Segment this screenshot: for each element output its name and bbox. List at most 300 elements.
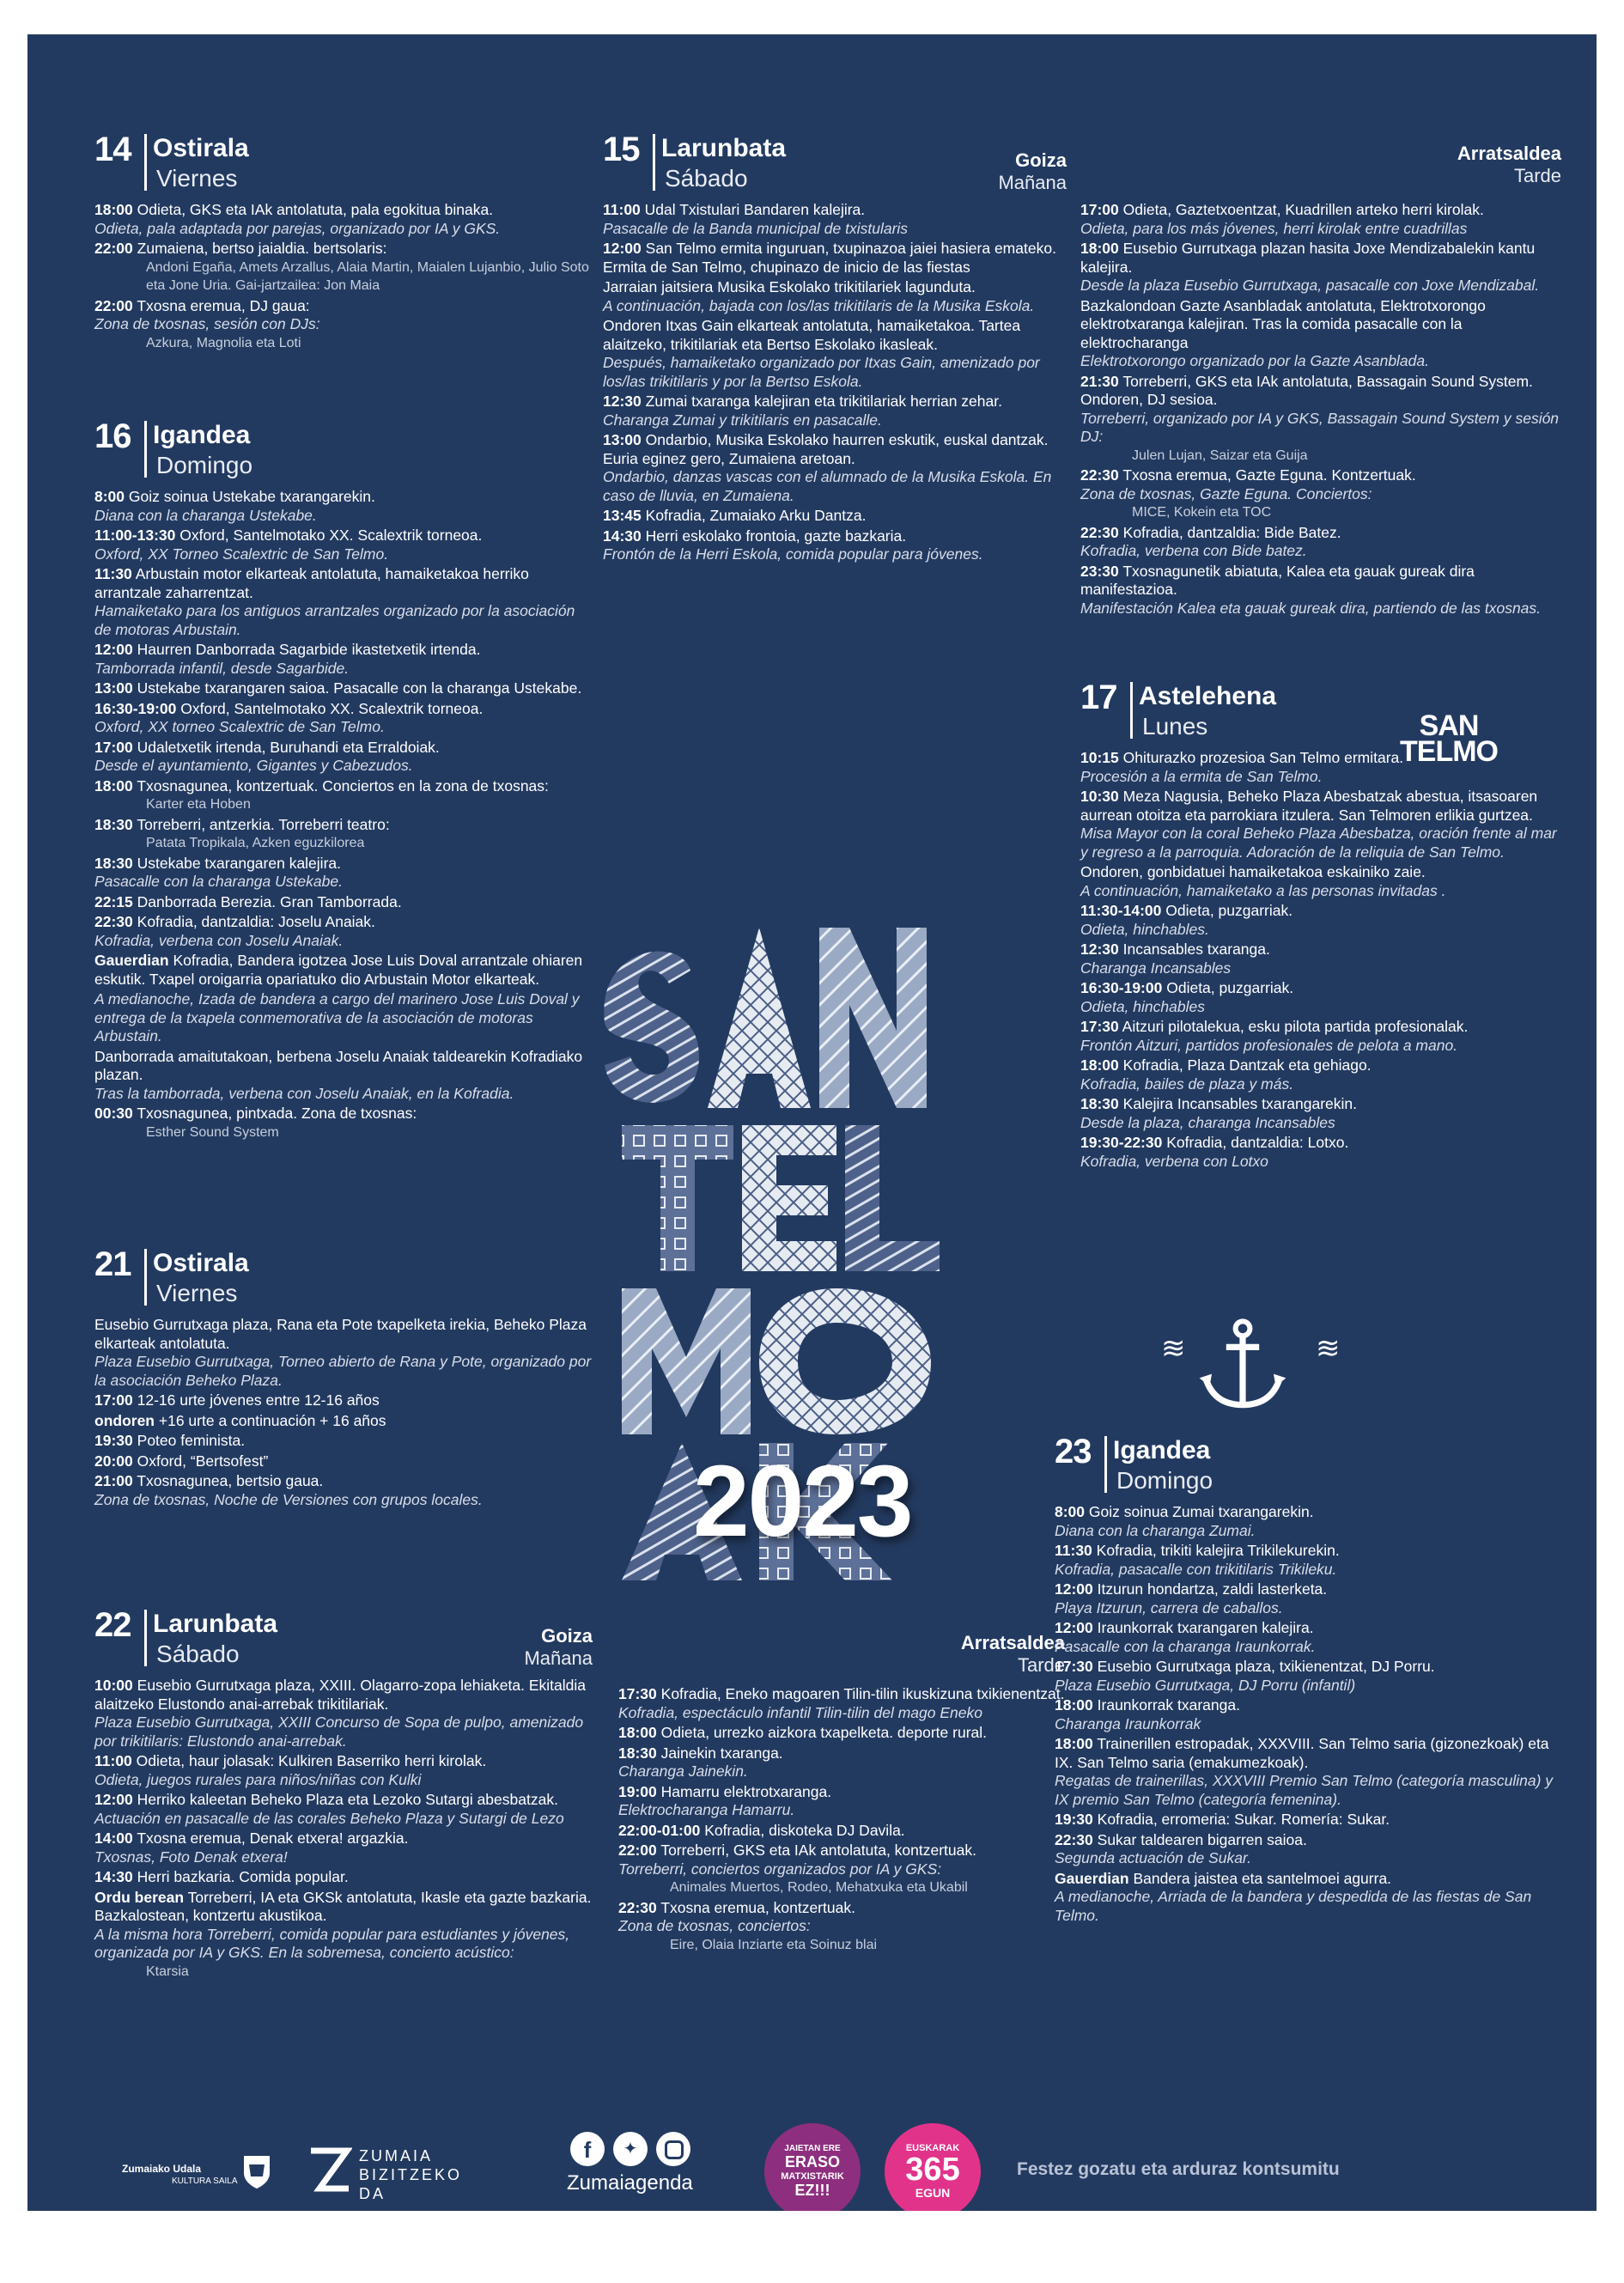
schedule-time: 22:30 [618,1898,657,1916]
schedule-text: Txosnagunea, kontzertuak. Conciertos en la zona de txosnas: [137,776,549,794]
schedule-item [94,816,593,853]
schedule-item [94,777,593,814]
schedule-text: Txosna eremua, Gazte Eguna. Kontzertuak. [1122,466,1416,484]
schedule-time: 12:00 [1055,1580,1093,1598]
day-name-eu: Larunbata [153,1610,278,1638]
schedule-translation: Txosnas, Foto Denak etxera! [94,1848,288,1866]
schedule-time: 14:30 [94,1868,133,1885]
schedule-time: 19:00 [618,1782,657,1800]
schedule-text: Goiz soinua Ustekabe txarangarekin. [128,488,375,505]
schedule-text: Kofradia, dantzaldia: Lotxo. [1166,1134,1349,1151]
schedule-time: 16:30-19:00 [1080,979,1163,996]
schedule-text: Eusebio Gurrutxaga plaza, txikienentzat, DJ Porru. [1097,1658,1435,1675]
schedule-time: 18:00 [94,201,133,218]
schedule-item [1080,863,1561,900]
schedule-translation: Kofradia, verbena con Bide batez. [1080,542,1307,559]
schedule-text: Torreberri, GKS eta IAk antolatuta, kontzertuak. [660,1842,976,1859]
schedule-text: Eusebio Gurrutxaga plaza, XXIII. Olagarro-zopa lehiaketa. Ekitaldia alaitzeko Elustondo anai-arrebak trikitilariak. [94,1677,587,1713]
schedule-time: 11:30 [94,565,132,582]
schedule-time: 13:45 [603,507,642,524]
instagram-icon[interactable] [656,2132,690,2166]
schedule-time: 14:30 [603,527,642,545]
schedule-text: Torreberri, IA eta GKSk antolatuta, Ikasle eta gazte bazkaria. Bazkalostean, kontzertu akustikoa. [94,1888,592,1924]
day-22-afternoon [618,1632,1065,1956]
day-name-es: Domingo [156,452,253,478]
schedule-item [94,1105,593,1142]
schedule-time: 19:30 [1055,1811,1093,1828]
coat-of-arms-icon [240,2152,273,2190]
schedule-translation: Torreberri, conciertos organizados por IA y GKS: [618,1860,942,1878]
day-22-items [94,1677,593,1981]
schedule-translation: Oxford, XX Torneo Scalextric de San Telmo. [94,545,389,563]
day-name-eu: Igandea [1113,1436,1211,1464]
zumaia-line1: ZUMAIA [359,2147,434,2164]
schedule-item [1055,1735,1570,1809]
schedule-item [94,565,593,639]
schedule-text: Txosna eremua, kontzertuak. [660,1898,855,1916]
schedule-item [618,1783,1065,1820]
schedule-translation: Playa Itzurun, carrera de caballos. [1055,1598,1283,1616]
day-number: 22 [94,1606,131,1644]
poster [27,34,1597,2211]
schedule-translation: Tras la tamborrada, verbena con Joselu Anaiak, en la Kofradia. [94,1084,514,1102]
schedule-item [1080,1095,1561,1132]
schedule-item [1055,1542,1570,1579]
schedule-text: Hamarru elektrotxaranga. [660,1782,832,1800]
schedule-text: Ondarbio, Musika Eskolako haurren eskutik, euskal dantzak. Euria eginez gero, Zumaiena aretoan. [603,431,1049,467]
schedule-translation: Misa Mayor con la coral Beheko Plaza Abesbatza, oración frente al mar y regreso a la parroquia. Adoración de la reliquia de San Telmo. [1080,825,1557,861]
schedule-translation: Kofradia, verbena con Lotxo [1080,1152,1268,1170]
schedule-time: 17:30 [618,1685,657,1702]
day-17-items [1080,749,1561,1171]
schedule-text: Odieta, puzgarriak. [1166,979,1294,996]
schedule-text: Kofradia, Eneko magoaren Tilin-tilin ikuskizuna txikienentzat. [660,1685,1065,1702]
schedule-performers: Karter eta Hoben [146,797,251,812]
schedule-item [618,1899,1065,1955]
schedule-item [618,1842,1065,1897]
schedule-text: Txosna eremua, DJ gaua: [137,296,310,314]
column-left-22 [94,1606,593,1982]
schedule-item [94,990,593,1046]
day-number: 16 [94,417,131,455]
schedule-text: Ustekabe txarangaren saioa. Pasacalle con la charanga Ustekabe. [137,679,582,697]
schedule-text: Danborrada Berezia. Gran Tamborrada. [137,892,402,910]
schedule-text: Txosnagunea, bertsio gaua. [137,1472,324,1489]
schedule-item [1080,373,1561,466]
schedule-item [1080,788,1561,861]
schedule-item [603,393,1067,429]
footer-slogan: Festez gozatu eta arduraz kontsumitu [1017,2159,1340,2179]
schedule-text: Udaletxetik irtenda, Buruhandi eta Erraldoiak. [137,738,440,756]
schedule-translation: Charanga Zumai y trikitilaris en pasacalle. [603,411,882,429]
schedule-time: 18:00 [1080,1056,1119,1074]
schedule-text: Eusebio Gurrutxaga plazan hasita Joxe Mendizabalekin kantu kalejira. [1080,240,1536,276]
schedule-item [94,700,593,737]
schedule-time: 23:30 [1080,562,1119,580]
schedule-text: Udal Txistulari Bandaren kalejira. [644,201,866,218]
schedule-text: Trainerillen estropadak, XXXVIII. San Telmo saria (gizonezkoak) eta IX. San Telmo saria (emakumezkoak). [1055,1735,1549,1771]
schedule-time: 21:30 [1080,372,1119,390]
schedule-translation: Pasacalle de la Banda municipal de txistularis [603,219,909,237]
schedule-text: Jarraian jaitsiera Musika Eskolako trikitilariek lagunduta. [603,278,976,295]
schedule-translation: Odieta, hinchables [1080,997,1205,1015]
schedule-translation: Odieta, hinchables. [1080,920,1209,938]
schedule-time: 8:00 [1055,1503,1086,1520]
schedule-item [94,893,593,912]
column-right-23 [1055,1433,1570,1927]
schedule-translation: Elektrocharanga Hamarru. [618,1801,795,1818]
schedule-text: Bazkalondoan Gazte Asanbladak antolatuta, Elektrotxorongo elektrotxaranga kalejiran. Tras la comida pasacalle con la elektrocharanga [1080,296,1486,351]
schedule-translation: Frontón de la Herri Eskola, comida popular para jóvenes. [603,545,983,563]
day-name-es: Viernes [156,165,238,192]
schedule-text: Odieta, Gaztetxoentzat, Kuadrillen arteko herri kirolak. [1122,201,1484,218]
schedule-item [603,527,1067,564]
schedule-item [603,317,1067,391]
schedule-time: 19:30-22:30 [1080,1134,1163,1151]
schedule-time: Ordu berean [94,1888,185,1906]
day-name-eu: Larunbata [661,134,787,162]
schedule-translation: Diana con la charanga Zumai. [1055,1521,1256,1539]
schedule-translation: Plaza Eusebio Gurrutxaga, DJ Porru (infantil) [1055,1676,1356,1694]
schedule-item [1055,1503,1570,1540]
day-15-header [603,131,1067,198]
schedule-time: 22:30 [1080,466,1119,484]
schedule-time: 10:30 [1080,788,1119,805]
schedule-performers: Julen Lujan, Saizar eta Guija [1132,447,1308,463]
schedule-text: Odieta, urrezko aizkora txapelketa. deporte rural. [660,1724,988,1741]
schedule-item [94,1412,593,1431]
schedule-time: 18:00 [1055,1696,1093,1714]
column-middle [603,131,1067,566]
schedule-time: 22:00-01:00 [618,1821,701,1839]
schedule-time: 18:00 [1080,240,1119,257]
no-sexist-aggression-badge: JAIETAN ERE ERASO MATXISTARIK EZ!!! [764,2123,861,2211]
afternoon-label: Arratsaldea Tarde [1457,143,1561,186]
schedule-translation: A medianoche, Izada de bandera a cargo del marinero Jose Luis Doval y entrega de la txapela conmemorativa de la asociación de motoras Arbustain. [94,990,580,1044]
schedule-item [94,488,593,525]
schedule-text: Txosna eremua, Denak etxera! argazkia. [137,1829,409,1847]
social-icons [570,2132,690,2166]
schedule-translation: A medianoche, Arriada de la bandera y despedida de las fiestas de San Telmo. [1055,1888,1532,1924]
schedule-text: Oxford, Santelmotako XX. Scalextrik torneoa. [179,527,483,544]
schedule-translation: Odieta, pala adaptada por parejas, organizado por IA y GKS. [94,219,501,237]
schedule-time: 17:00 [94,1391,133,1409]
schedule-item [94,1048,593,1104]
schedule-item [1055,1619,1570,1656]
schedule-text: Kalejira Incansables txarangarekin. [1122,1095,1358,1112]
schedule-time: 18:30 [94,815,133,833]
schedule-item [1055,1580,1570,1617]
udala-sub: KULTURA SAILA [172,2176,238,2186]
day-name-es: Viernes [156,1280,238,1306]
schedule-time: 12:30 [603,393,642,410]
schedule-text: Zumai txaranga kalejiran eta trikitilariak herrian zehar. [645,393,1002,410]
schedule-item [603,507,1067,526]
schedule-time: 22:00 [94,240,133,257]
schedule-time: 10:00 [94,1677,133,1694]
schedule-item [94,913,593,950]
schedule-text: Kofradia, Zumaiako Arku Dantza. [645,507,867,524]
schedule-text: Poteo feminista. [137,1432,246,1449]
san-telmo-badge: SAN TELMO [1400,709,1498,768]
schedule-time: 13:00 [94,679,133,697]
schedule-time: 18:30 [94,854,133,872]
schedule-text: Ondoren Itxas Gain elkarteak antolatuta, hamaiketakoa. Tartea alaitzeko, trikitilariak eta Bertso Eskolako ikasleak. [603,317,1021,353]
schedule-time: 22:30 [94,913,133,930]
schedule-translation: Después, hamaiketako organizado por Itxas Gain, amenizado por los/las trikitilaris y por la Bertso Eskola. [603,354,1040,390]
schedule-translation: Zona de txosnas, conciertos: [618,1917,811,1934]
schedule-translation: Tamborrada infantil, desde Sagarbide. [94,659,350,677]
column-left-21 [94,1245,593,1511]
schedule-performers: Patata Tropikala, Azken eguzkilorea [146,836,365,850]
schedule-text: Odieta, puzgarriak. [1165,902,1293,919]
twitter-icon[interactable]: ✦ [613,2132,648,2166]
day-23-header [1055,1433,1570,1500]
schedule-translation: Procesión a la ermita de San Telmo. [1080,767,1323,785]
schedule-performers: Andoni Egaña, Amets Arzallus, Alaia Martin, Maialen Lujanbio, Julio Soto eta Jone Uria. Gai-jartzailea: Jon Maia [146,259,589,293]
wave-icon: ≋ [1316,1332,1341,1365]
schedule-text: Kofradia, Bandera igotzea Jose Luis Doval arrantzale ohiaren eskutik. Txapel oroigarria opariatuko dio Arbustain Motor elkarteak. [94,952,583,988]
schedule-text: Itzurun hondartza, zaldi lasterketa. [1097,1580,1328,1598]
day-number: 21 [94,1245,131,1283]
social-handle[interactable]: Zumaiagenda [567,2171,693,2195]
schedule-time: Gauerdian [94,952,169,969]
schedule-time: 12:30 [1080,941,1119,958]
day-name-eu: Igandea [153,421,251,449]
schedule-translation: Diana con la charanga Ustekabe. [94,506,317,524]
schedule-time: 11:00 [94,1752,132,1769]
schedule-text: Kofradia, dantzaldia: Bide Batez. [1122,523,1341,541]
schedule-item [1080,1134,1561,1171]
schedule-item [94,679,593,698]
schedule-time: 22:30 [1055,1830,1093,1848]
schedule-item [1055,1658,1570,1695]
schedule-translation: Plaza Eusebio Gurrutxaga, XXIII Concurso de Sopa de pulpo, amenizado por trikitilaris: Elustondo anai-arrebak. [94,1714,584,1750]
day-name-es: Sábado [156,1641,240,1667]
schedule-item [603,431,1067,505]
day-number: 17 [1080,679,1117,716]
schedule-time: 19:30 [94,1432,133,1449]
schedule-item [94,1868,593,1887]
schedule-text: Iraunkorrak txarangaren kalejira. [1097,1619,1314,1636]
schedule-time: 22:00 [618,1842,657,1859]
schedule-time: 10:15 [1080,749,1119,766]
morning-label: Goiza Mañana [998,149,1067,193]
schedule-translation: Torreberri, organizado por IA y GKS, Bassagain Sound System y sesión DJ: [1080,409,1560,445]
day-14-items [94,201,593,352]
day-number: 23 [1055,1433,1092,1470]
day-16-header [94,417,593,484]
schedule-translation: Oxford, XX torneo Scalextric de San Telmo. [94,718,385,735]
schedule-text: Oxford, Santelmotako XX. Scalextrik torneoa. [180,699,484,717]
schedule-time: Gauerdian [1055,1869,1129,1887]
schedule-text: Arbustain motor elkarteak antolatuta, hamaiketakoa herriko arrantzale zaharrentzat. [94,565,529,601]
schedule-text: 12-16 urte jóvenes entre 12-16 años [137,1391,380,1409]
schedule-translation: Segunda actuación de Sukar. [1055,1849,1251,1866]
schedule-item [1080,201,1561,238]
day-name-es: Domingo [1116,1467,1213,1494]
schedule-text: Meza Nagusia, Beheko Plaza Abesbatzak abestua, itsasoaren aurrean otoitza eta parrokiara itzulera. San Telmoren erlikia gurtzea. [1080,788,1538,824]
schedule-item [1055,1696,1570,1733]
zumaia-z-logo-icon [307,2146,352,2195]
schedule-time: 18:00 [618,1724,657,1741]
schedule-translation: Charanga Iraunkorrak [1055,1714,1201,1732]
schedule-item [94,641,593,678]
schedule-item [1080,240,1561,295]
column-right [1080,143,1561,619]
day-23-items [1055,1503,1570,1925]
day-22-header [94,1606,593,1673]
schedule-time: 11:00-13:30 [94,527,176,544]
schedule-text: Kofradia, Plaza Dantzak eta gehiago. [1122,1056,1372,1074]
schedule-text: Torreberri, antzerkia. Torreberri teatro: [137,815,390,833]
schedule-translation: Plaza Eusebio Gurrutxaga, Torneo abierto de Rana y Pote, organizado por la asociación Beheko Plaza. [94,1353,592,1389]
schedule-translation: Hamaiketako para los antiguos arrantzales organizado por la asociación de motoras Arbustain. [94,602,575,638]
day-name-eu: Ostirala [153,1249,249,1277]
schedule-text: Txosnagunea, pintxada. Zona de txosnas: [137,1105,417,1122]
schedule-text: +16 urte a continuación + 16 años [158,1411,386,1429]
schedule-translation: Pasacalle con la charanga Ustekabe. [94,873,343,890]
schedule-text: Iraunkorrak txaranga. [1097,1696,1240,1714]
schedule-time: 11:30-14:00 [1080,902,1162,919]
schedule-text: Bandera jaistea eta santelmoei agurra. [1133,1869,1392,1887]
schedule-text: San Telmo ermita inguruan, txupinazoa jaiei hasiera emateko. Ermita de San Telmo, chupinazo de inicio de las fiestas [603,240,1056,276]
wave-icon: ≋ [1161,1332,1186,1365]
schedule-text: Ondoren, gonbidatuei hamaiketakoa eskainiko zaie. [1080,863,1426,880]
schedule-text: Ustekabe txarangaren kalejira. [137,854,341,872]
schedule-translation: A continuación, bajada con los/las trikitilaris de la Musika Eskola. [603,296,1035,314]
day-16-items [94,488,593,1142]
schedule-item [1080,941,1561,977]
schedule-item [94,855,593,892]
schedule-item [1080,524,1561,561]
anchor-icon [1191,1314,1294,1417]
day-15-pm-items [1080,201,1561,618]
schedule-time: 22:00 [94,296,133,314]
day-name-eu: Astelehena [1139,682,1277,710]
schedule-item [1080,979,1561,1016]
schedule-text: Aitzuri pilotalekua, esku pilota partida profesionalak. [1122,1018,1469,1035]
schedule-translation: Frontón Aitzuri, partidos profesionales de pelota a mano. [1080,1036,1458,1054]
schedule-time: 13:00 [603,431,642,448]
schedule-item [94,527,593,563]
schedule-item [94,201,593,238]
schedule-time: 22:15 [94,892,133,910]
schedule-translation: A la misma hora Torreberri, comida popular para estudiantes y jóvenes, organizada por IA y GKS. En la sobremesa, concierto acústico: [94,1925,570,1961]
afternoon-label: Arratsaldea Tarde [960,1632,1065,1676]
column-left-16 [94,417,593,1143]
schedule-item [94,1452,593,1471]
schedule-item [618,1822,1065,1841]
schedule-time: ondoren [94,1411,155,1429]
schedule-time: 18:30 [1080,1095,1119,1112]
schedule-time: 22:30 [1080,523,1119,541]
schedule-item [94,952,593,989]
schedule-text: Goiz soinua Zumai txarangarekin. [1088,1503,1314,1520]
schedule-translation: Kofradia, espectáculo infantil Tilin-tilin del mago Eneko [618,1703,982,1721]
schedule-item [618,1724,1065,1743]
schedule-time: 12:00 [94,1791,133,1808]
schedule-translation: Desde la plaza Eusebio Gurrutxaga, pasacalle con Joxe Mendizabal. [1080,277,1540,294]
schedule-time: 11:00 [603,201,641,218]
schedule-time: 12:00 [1055,1619,1093,1636]
day-15-items [603,201,1067,564]
day-name-eu: Ostirala [153,134,249,162]
schedule-item [1080,466,1561,522]
day-name-es: Lunes [1142,713,1208,740]
schedule-translation: A continuación, hamaiketako a las personas invitadas . [1080,881,1446,899]
schedule-performers: Eire, Olaia Inziarte eta Soinuz blai [670,1937,878,1952]
schedule-item [1055,1870,1570,1926]
schedule-translation: Ondarbio, danzas vascas con el alumnado de la Musika Eskola. En caso de lluvia, en Zumaiena. [603,468,1052,504]
morning-label: Goiza Mañana [524,1625,593,1669]
schedule-time: 17:00 [1080,201,1119,218]
schedule-translation: Elektrotxorongo organizado por la Gazte Asanblada. [1080,352,1429,369]
day-22-pm-items [618,1685,1065,1954]
schedule-time: 21:00 [94,1472,133,1489]
schedule-time: 8:00 [94,488,125,505]
schedule-translation: Actuación en pasacalle de las corales Beheko Plaza y Sutargi de Lezo [94,1809,564,1827]
euskara-365-badge: EUSKARAK 365 EGUN [885,2123,981,2211]
schedule-performers: Ktarsia [146,1963,189,1979]
zumaia-line3: DA [359,2185,386,2202]
schedule-time: 18:30 [618,1744,657,1762]
schedule-item [1080,297,1561,371]
year-title: 2023 [693,1445,912,1558]
schedule-text: Odieta, haur jolasak: Kulkiren Baserriko herri kirolak. [136,1752,487,1769]
column-left [94,131,593,354]
schedule-translation: Zona de txosnas, sesión con DJs: [94,315,320,332]
schedule-time: 18:00 [1055,1735,1093,1752]
schedule-item [1080,1056,1561,1093]
schedule-item [94,1432,593,1451]
schedule-text: Eusebio Gurrutxaga plaza, Rana eta Pote txapelketa irekia, Beheko Plaza elkarteak antolatuta. [94,1316,587,1352]
schedule-translation: Kofradia, bailes de plaza y más. [1080,1075,1294,1093]
zumaia-line2: BIZITZEKO [359,2166,463,2183]
day-number: 14 [94,131,131,168]
schedule-translation: Zona de txosnas, Noche de Versiones con grupos locales. [94,1490,483,1508]
schedule-item [603,240,1067,277]
schedule-item [94,1391,593,1410]
schedule-translation: Kofradia, pasacalle con trikitilaris Trikileku. [1055,1560,1337,1578]
schedule-translation: Zona de txosnas, Gazte Eguna. Conciertos: [1080,484,1372,502]
schedule-item [603,201,1067,238]
schedule-translation: Pasacalle con la charanga Iraunkorrak. [1055,1637,1316,1655]
schedule-time: 16:30-19:00 [94,699,177,717]
schedule-translation: Charanga Incansables [1080,959,1232,977]
day-name-es: Sábado [665,165,748,192]
schedule-text: Danborrada amaitutakoan, berbena Joselu Anaiak taldearekin Kofradiako plazan. [94,1047,583,1083]
schedule-item [1080,1018,1561,1055]
schedule-time: 12:00 [94,641,133,658]
schedule-time: 17:30 [1080,1018,1119,1035]
schedule-item [94,1889,593,1982]
schedule-item [94,1829,593,1866]
schedule-item [94,739,593,776]
schedule-item [94,1752,593,1789]
schedule-time: 17:30 [1055,1658,1093,1675]
schedule-text: Kofradia, trikiti kalejira Trikilekurekin. [1096,1542,1340,1559]
schedule-time: 12:00 [603,240,642,257]
schedule-item [1080,902,1561,939]
facebook-icon[interactable]: f [570,2132,605,2166]
schedule-item [94,1472,593,1509]
schedule-text: Jainekin txaranga. [660,1744,783,1762]
schedule-time: 00:30 [94,1105,133,1122]
schedule-performers: Azkura, Magnolia eta Loti [146,335,301,350]
schedule-performers: Animales Muertos, Rodeo, Mehatxuka eta Ukabil [670,1880,968,1895]
schedule-item [94,1791,593,1828]
